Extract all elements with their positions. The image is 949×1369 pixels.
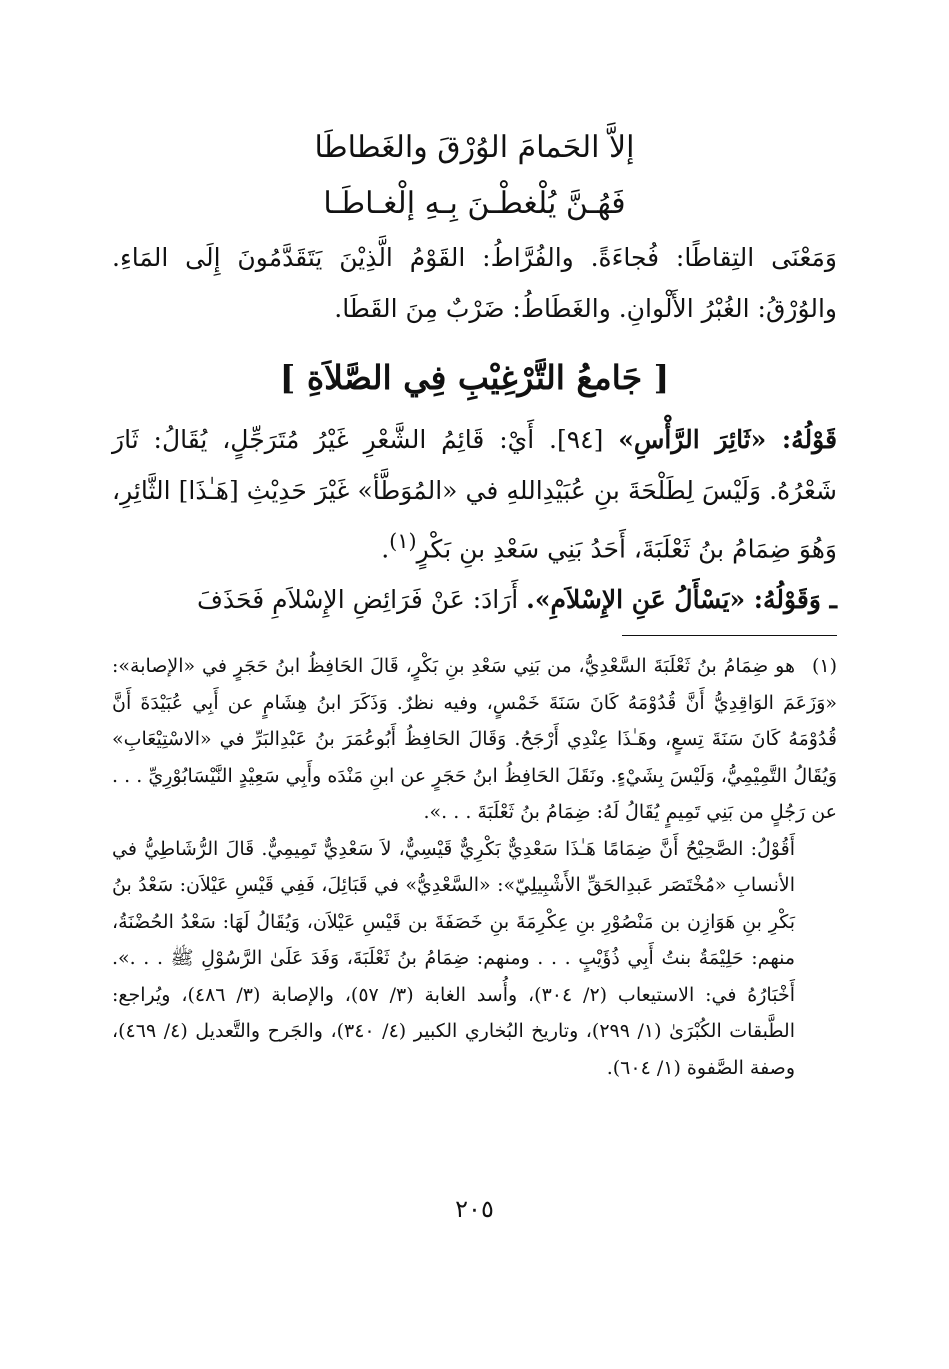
entry-end-1: . (381, 534, 390, 564)
entry-paragraph-2 (112, 574, 837, 625)
verse-line-1: إلاَّ الحَمامَ الوُرْقَ والغَطاطَا (314, 130, 635, 165)
entry-keyword-1: قَوْلُهُ: «ثَائِرَ الرَّأْسِ» (618, 425, 838, 454)
footnote-reference: (١) (389, 529, 417, 553)
footnote (112, 648, 837, 1086)
footnote-text-1: هو ضِمَامُ بنُ ثَعْلَبَةَ السَّعْدِيُّ، من بَنِي سَعْدِ بنِ بَكْرٍ، قَالَ الحَافِظُ ابنُ حَجَرٍ في «الإصابة»: «وَزَعَمَ الوَاقِدِيُّ أَنَّ قُدُوْمَهُ كَانَ سَنَةَ خَمْسٍ، وفيه نظرٌ. وَذَكَرَ ابنُ هِشَامٍ عن أَبِي عُبَيْدَةَ أَنَّ قُدُوْمَهُ كَانَ سَنَةَ تِسعٍ، وهَـٰذَا عِنْدِي أَرْجَحُ. وَقَالَ الحَافِظُ أَبُوعُمَرَ بنُ عَبْدِالبَرِّ في «الاسْتِيْعَابِ» وَيُقَالُ التَّمِيْمِيُّ، وَلَيْسَ بِشَيْءٍ. ونَقَلَ الحَافِظُ ابنُ حَجَرٍ عن ابنِ مَنْدَه وأَبِي سَعِيْدٍ النَّيْسَابُوْرِيِّ . . . عن رَجُلٍ من بَنِي تَمِيمٍ يُقَالُ لَهُ: ضِمَامُ بنُ ثَعْلَبَةَ . . .». (112, 655, 837, 824)
poem-verse (112, 120, 837, 232)
footnote-paragraph-1 (112, 648, 837, 831)
page-number: ٢٠٥ (455, 1195, 494, 1223)
verse-line-2: فَهُـنَّ يُلْغطْـنَ بِـهِ إلْغـاطَـا (323, 186, 626, 221)
section-heading: [ جَامعُ التَّرْغِيْبِ فِي الصَّلاَةِ ] (279, 358, 670, 397)
entry-keyword-2: ـ وَقَوْلُهُ: «يَسْأَلُ عَنِ الإِسْلاَمِ». (526, 585, 837, 615)
entry-paragraph-1 (112, 414, 837, 574)
footnote-separator (622, 635, 837, 636)
entry-text-2: أَرَادَ: عَنْ فَرَائِضِ الإِسْلاَمِ فَحَذَفَ (197, 585, 527, 615)
footnote-paragraph-2: أَقُوْلُ: الصَّحِيْحُ أَنَّ ضِمَامًا هَـٰذَا سَعْدِيٌّ بَكْرِيٌّ قَيْسِيٌّ، لاَ سَعْدِيٌّ تَمِيمِيٌّ. قَالَ الرُّشَاطِيُّ في الأنسابِ «مُخْتَصَر عَبدِالحَقِّ الأَشْبِيلِيّ»: «السَّعْدِيُّ» في قَبَائِلَ، فَفِي قَيْسِ عَيْلاَن: سَعْدُ بنُ بَكْرِ بنِ هَوَازِن بن مَنْصُوْرِ بنِ عِكْرِمَةَ بنِ خَصَفَةَ بن قَيْسِ عَيْلاَن، وَيُقَالُ لَهَا: سَعْدُ الحُضْنَةُ، منهم: حَلِيْمَةُ بنتُ أَبِي ذُؤَيْبٍ . . . ومنهم: ضِمَامُ بنُ ثَعْلَبَةَ، وَفَدَ عَلَىٰ الرَّسُوْلِ ﷺ . . .». أَخْبَارُهُ في: الاستيعاب (٢/ ٣٠٤)، وأُسد الغابة (٣/ ٥٧)، والإصابة (٣/ ٤٨٦)، ويُراجع: الطَّبقات الكُبْرَىٰ (١/ ٢٩٩)، وتاريخ البُخاري الكبير (٤/ ٣٤٠)، والجَرح والتَّعديل (٤/ ٤٦٩)، وصفة الصَّفوة (١/ ٦٠٤). (112, 837, 795, 1079)
entry-text-1: [٩٤]. أَيْ: قَائِمُ الشَّعْرِ غَيْرُ مُتَرَجِّلٍ، يُقَالُ: ثَارَ شَعْرُهُ. وَلَيْسَ لِطَلْحَةَ بنِ عُبَيْدِاللهِ في «المُوَطَّأ» غَيْرَ حَدِيْثِ [هَـٰذَا] الثَّائِرِ، وَهُوَ ضِمَامُ بنُ ثَعْلَبَةَ، أَحَدُ بَنِي سَعْدِ بنِ بَكْرٍ (112, 425, 837, 564)
footnote-marker: (١) (811, 655, 837, 678)
commentary-paragraph: وَمَعْنَى التِقاطًا: فُجاءَةً. والفُرَّاطُ: القَوْمُ الَّذِيْنَ يَتَقَدَّمُونَ إِلَى المَاءِ. والوُرْقُ: الغُبْرُ الأَلْوانِ. والغَطَاطُ: ضَرْبٌ مِنَ القَطَا. (112, 243, 837, 323)
main-text (112, 232, 837, 625)
